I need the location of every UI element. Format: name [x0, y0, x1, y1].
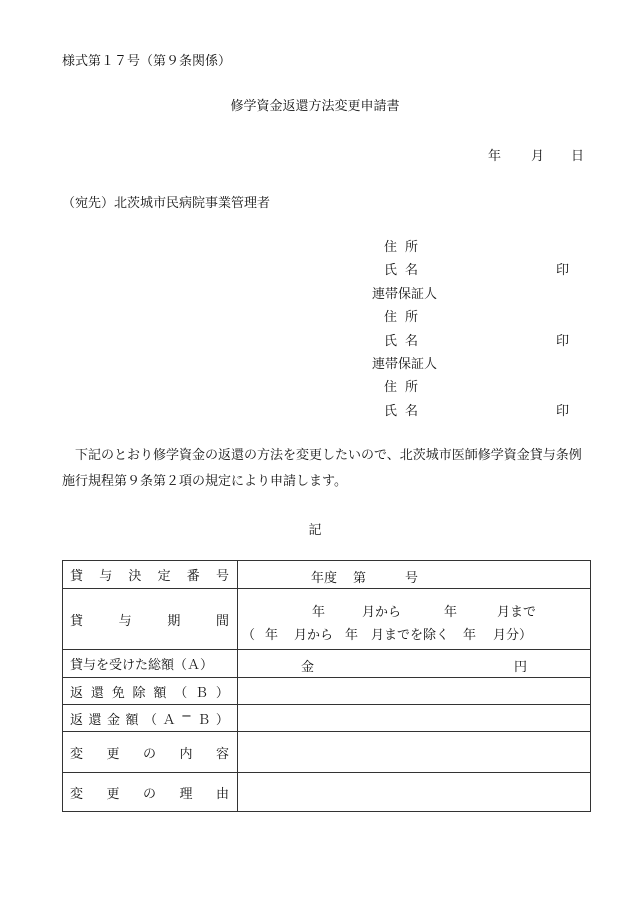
table-row [63, 732, 591, 773]
repayment-label: 返 還 金 額 （ Ａ − Ｂ ） [63, 705, 238, 732]
body-text: 下記のとおり修学資金の返還の方法を変更したいので、北茨城市医師修学資金貸与条例施行規程第９条第２項の規定により申請します。 [62, 448, 582, 489]
address-label: 住 所 [384, 240, 418, 255]
name-label: 氏 名 [384, 403, 418, 419]
address-label: 住 所 [384, 380, 418, 396]
loan-period-label: 貸 与 期 間 [63, 589, 238, 650]
change-content-value[interactable] [238, 732, 591, 773]
total-received-label: 貸与を受けた総額（Ａ） [63, 650, 238, 678]
form-number: 様式第１７号（第９条関係） [62, 54, 232, 69]
addressee: （宛先）北茨城市民病院事業管理者 [62, 196, 271, 211]
date-month: 月 [531, 149, 545, 164]
loan-period-value[interactable]: 年 月から 年 月まで （ 年 月から 年 月までを除く 年 月分） [238, 589, 591, 650]
seal-mark: 印 [556, 263, 570, 279]
repayment-value[interactable] [238, 705, 591, 732]
table-row [63, 705, 591, 732]
name-label: 氏 名 [384, 263, 418, 279]
change-content-label: 変 更 の 内 容 [63, 732, 238, 773]
change-reason-value[interactable] [238, 773, 591, 812]
guarantor-1-name-row [372, 330, 572, 353]
name-label: 氏 名 [384, 333, 418, 349]
table-row [63, 589, 591, 650]
date-field [488, 145, 584, 163]
exemption-label: 返 還 免 除 額 （ Ｂ ） [63, 678, 238, 705]
date-day: 日 [571, 149, 585, 164]
detail-table [62, 560, 591, 812]
guarantor-label: 連帯保証人 [372, 286, 438, 302]
address-label: 住 所 [384, 310, 418, 326]
decision-number-value[interactable]: 年度 第 号 [238, 561, 591, 589]
change-reason-label: 変 更 の 理 由 [63, 773, 238, 812]
guarantor-1-address-row [372, 306, 572, 329]
table-row [63, 678, 591, 705]
applicant-block [372, 236, 572, 423]
table-row [63, 773, 591, 812]
decision-number-label: 貸 与 決 定 番 号 [63, 561, 238, 589]
guarantor-2-header [372, 353, 572, 376]
table-row [63, 561, 591, 589]
exemption-value[interactable] [238, 678, 591, 705]
guarantor-label: 連帯保証人 [372, 356, 438, 372]
seal-mark: 印 [556, 403, 570, 419]
guarantor-2-address-row [372, 376, 572, 399]
record-mark: 記 [308, 523, 322, 538]
seal-mark: 印 [556, 333, 570, 349]
date-year: 年 [488, 149, 502, 164]
guarantor-1-header [372, 283, 572, 306]
applicant-name-row [372, 259, 572, 282]
applicant-address-row [372, 236, 572, 259]
table-row [63, 650, 591, 678]
document-title: 修学資金返還方法変更申請書 [230, 99, 400, 114]
guarantor-2-name-row [372, 400, 572, 423]
total-received-value[interactable]: 金 円 [238, 650, 591, 678]
